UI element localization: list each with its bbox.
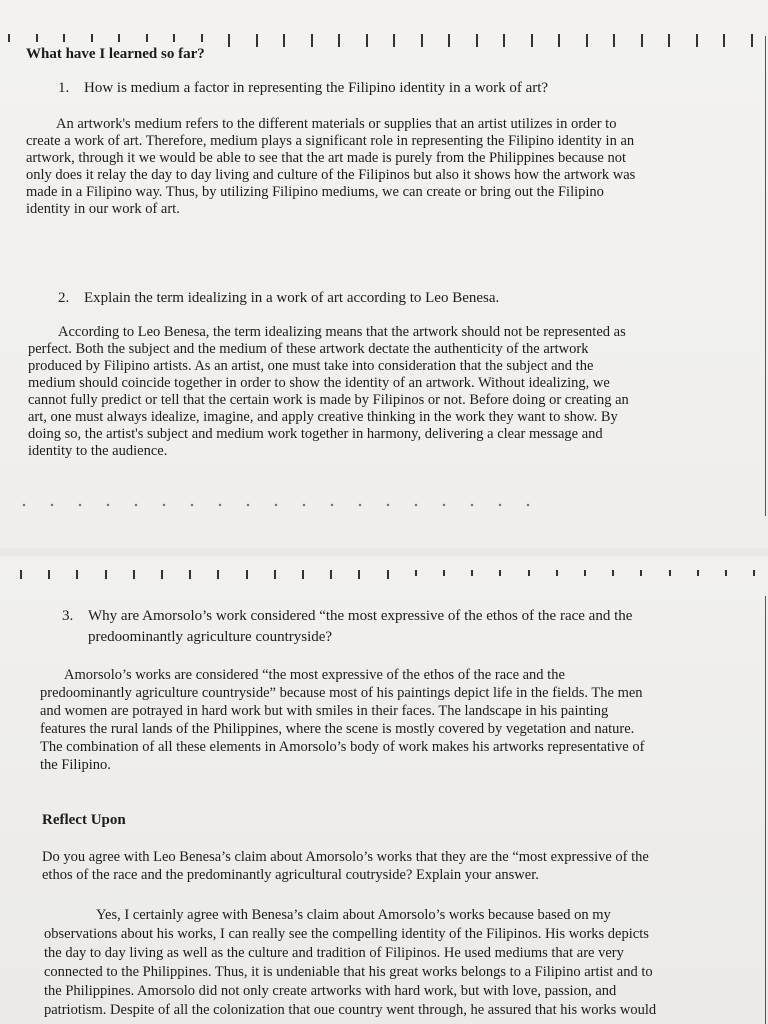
ruler-tick	[36, 34, 38, 42]
ruler-tick	[302, 570, 304, 579]
ruler-tick	[443, 570, 445, 576]
ruler-tick	[753, 570, 755, 576]
answer-line: and women are potrayed in hard work but with smiles in their faces. The landscape in his painting	[40, 703, 609, 719]
reflect-prompt	[42, 848, 764, 884]
ruler-tick	[586, 34, 588, 47]
question-2	[58, 290, 499, 307]
ruler-tick	[751, 34, 753, 47]
ruler-tick	[531, 34, 533, 47]
answer-line: artwork, through it we would be able to see that the art made is purely from the Philippines because not	[26, 150, 626, 166]
ruler-tick	[528, 570, 530, 576]
ruler-tick	[246, 570, 248, 579]
answer-line: According to Leo Benesa, the term idealizing means that the artwork should not be represented as	[58, 324, 626, 340]
answer-line: The combination of all these elements in Amorsolo’s body of work makes his artworks representative of	[40, 739, 645, 755]
question-text-line: predoominantly agriculture countryside?	[88, 629, 333, 645]
ruler-tick	[476, 34, 478, 47]
page-edge-line	[765, 36, 766, 516]
ruler-tick	[189, 570, 191, 579]
answer-line: connected to the Philippines. Thus, it is undeniable that his great works belongs to a Filipino artist and to	[44, 964, 653, 980]
ruler-tick	[63, 34, 65, 42]
perforation-dots	[10, 503, 530, 507]
reflect-answer	[44, 906, 764, 1020]
ruler-tick	[283, 34, 285, 47]
ruler-tick	[503, 34, 505, 47]
answer-line: the Filipino.	[40, 757, 111, 773]
answer-line: Yes, I certainly agree with Benesa’s claim about Amorsolo’s works because based on my	[96, 907, 611, 923]
ruler-tick	[612, 570, 614, 576]
ruler-tick	[584, 570, 586, 576]
answer-line: made in a Filipino way. Thus, by utilizing Filipino mediums, we can create or bring out the Filipino	[26, 184, 604, 200]
answer-1	[26, 116, 756, 218]
question-number: 3.	[62, 608, 74, 624]
answer-line: An artwork's medium refers to the different materials or supplies that an artist utilizes in order to	[56, 116, 617, 132]
page-bottom-sheet	[0, 556, 768, 1024]
answer-line: the Philippines. Amorsolo did not only create artworks with hard work, but with love, passion, and	[44, 983, 617, 999]
ruler-tick	[76, 570, 78, 579]
answer-line: features the rural lands of the Philippines, where the scene is mostly covered by vegetation and nature.	[40, 721, 635, 737]
ruler-tick	[228, 34, 230, 47]
ruler-tick	[118, 34, 120, 42]
ruler-tick	[161, 570, 163, 579]
answer-line: only does it relay the day to day living and culture of the Filipinos but also it shows how the artwork was	[26, 167, 636, 183]
ruler-tick	[133, 570, 135, 579]
ruler-tick	[387, 570, 389, 579]
ruler-tick	[201, 34, 203, 42]
question-text: How is medium a factor in representing the Filipino identity in a work of art?	[84, 80, 549, 96]
ruler-tick	[8, 34, 10, 42]
answer-2	[28, 324, 758, 460]
ruler-tick	[274, 570, 276, 579]
question-text: Explain the term idealizing in a work of art according to Leo Benesa.	[84, 290, 500, 306]
ruler-tick	[91, 34, 93, 42]
question-number: 2.	[58, 290, 70, 306]
ruler-tick	[421, 34, 423, 47]
ruler-tick	[448, 34, 450, 47]
answer-line: art, one must always idealize, imagine, and apply creative thinking in the work they want to show. By	[28, 409, 618, 425]
ruler-tick	[330, 570, 332, 579]
answer-line: patriotism. Despite of all the colonization that oue country went through, he assured that his works would	[44, 1002, 657, 1018]
page-edge-line	[765, 596, 766, 1024]
answer-line: produced by Filipino artists. As an artist, one must take into consideration that the subject and the	[28, 358, 594, 374]
answer-line: doing so, the artist's subject and medium work together in harmony, delivering a clear message and	[28, 426, 603, 442]
answer-line: identity in our work of art.	[26, 201, 180, 217]
answer-line: medium should coincide together in order to show the identity of an artwork. Without idealizing, we	[28, 375, 610, 391]
ruler-tick	[217, 570, 219, 579]
ruler-tick	[499, 570, 501, 576]
answer-line: observations about his works, I can really see the compelling identity of the Filipinos. His works depicts	[44, 926, 649, 942]
ruler-tick	[48, 570, 50, 579]
ruler-tick	[311, 34, 313, 47]
ruler-tick	[641, 34, 643, 47]
question-number: 1.	[58, 80, 70, 96]
answer-line: Amorsolo’s works are considered “the most expressive of the ethos of the race and the	[64, 667, 565, 683]
ruler-tick	[173, 34, 175, 42]
ruler-tick	[696, 34, 698, 47]
answer-3	[40, 666, 764, 774]
ruler-tick	[471, 570, 473, 576]
answer-line: identity to the audience.	[28, 443, 168, 459]
ruler-tick	[393, 34, 395, 47]
question-1	[58, 80, 548, 97]
ruler-tick	[668, 34, 670, 47]
answer-line: perfect. Both the subject and the medium of these artwork dectate the authenticity of the artwork	[28, 341, 589, 357]
answer-line: predoominantly agriculture countryside” because most of his paintings depict life in the fields. The men	[40, 685, 643, 701]
ruler-tick	[338, 34, 340, 47]
answer-line: the day to day living as well as the culture and tradition of Filipinos. He used mediums that are very	[44, 945, 624, 961]
ruler-tick	[556, 570, 558, 576]
ruler-tick	[669, 570, 671, 576]
ruler-tick	[723, 34, 725, 47]
ruler-tick	[366, 34, 368, 47]
section-heading: What have I learned so far?	[26, 46, 205, 62]
ruler-tick	[358, 570, 360, 579]
ruler-tick	[105, 570, 107, 579]
ruler-tick	[558, 34, 560, 47]
ruler-tick	[20, 570, 22, 579]
ruler-tick	[415, 570, 417, 576]
ruler-tick	[256, 34, 258, 47]
question-text-line: Why are Amorsolo’s work considered “the most expressive of the ethos of the race and the	[88, 608, 633, 624]
ruler-tick	[697, 570, 699, 576]
prompt-line: Do you agree with Leo Benesa’s claim about Amorsolo’s works that they are the “most expressive of the	[42, 849, 649, 865]
reflect-heading: Reflect Upon	[42, 812, 126, 828]
ruler-tick	[640, 570, 642, 576]
prompt-line: ethos of the race and the predominantly agricultural coutryside? Explain your answer.	[42, 867, 539, 883]
answer-line: cannot fully predict or tell that the certain work is made by Filipinos or not. Before doing or creating an	[28, 392, 629, 408]
ruler-tick	[613, 34, 615, 47]
ruler-ticks-bottom	[0, 570, 768, 586]
question-3	[62, 606, 632, 648]
ruler-tick	[725, 570, 727, 576]
answer-line: create a work of art. Therefore, medium plays a significant role in representing the Filipino identity in an	[26, 133, 635, 149]
ruler-tick	[146, 34, 148, 42]
